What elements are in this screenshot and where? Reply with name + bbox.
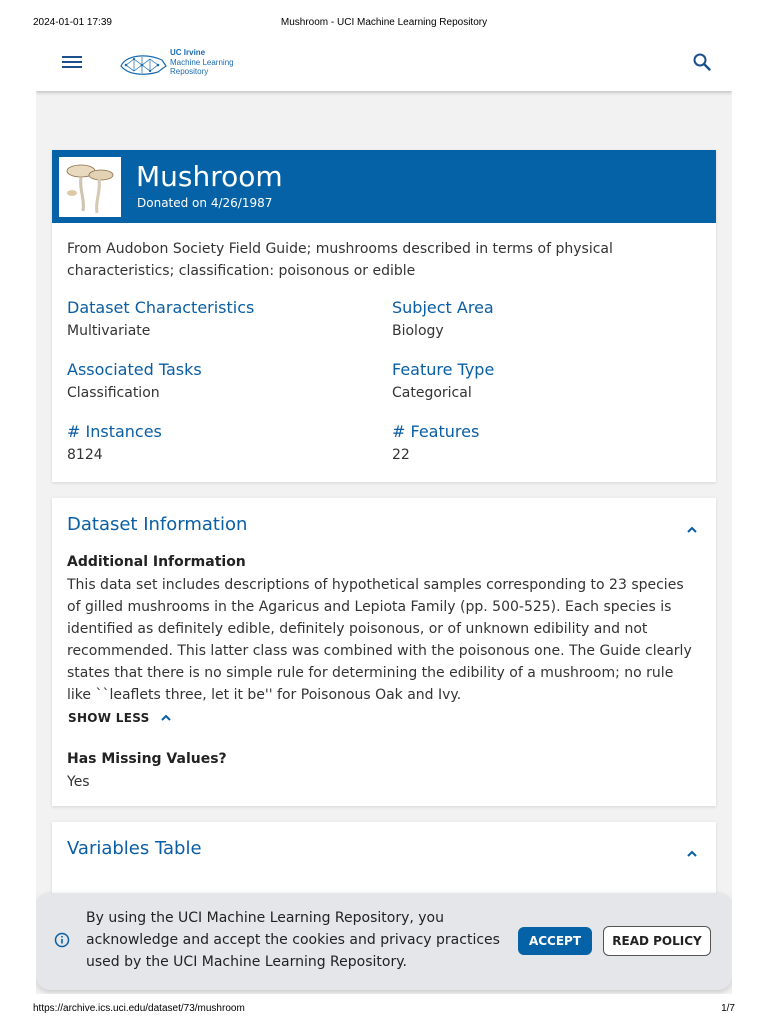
- show-less-button[interactable]: [68, 711, 172, 725]
- variables-table-title[interactable]: Variables Table: [67, 838, 202, 859]
- logo-line-2: Machine Learning: [170, 57, 234, 67]
- collapse-chevron-up-icon[interactable]: [685, 844, 699, 854]
- logo-line-3: Repository: [170, 67, 209, 76]
- print-datetime: 2024-01-01 17:39: [33, 17, 112, 28]
- dataset-header-band: [52, 150, 716, 223]
- app-viewport: [36, 34, 732, 994]
- search-icon[interactable]: [692, 52, 712, 72]
- dataset-summary-card: [52, 150, 716, 482]
- print-footer: [0, 994, 768, 1024]
- dataset-information-card: [52, 498, 716, 806]
- cookie-consent-banner: [36, 893, 732, 990]
- uci-logo[interactable]: [118, 48, 248, 80]
- instances-value: 8124: [67, 447, 103, 463]
- cookie-message: By using the UCI Machine Learning Repository, you acknowledge and accept the cookies and privacy practices used by the UCI Machine Learning Repository.: [86, 910, 500, 970]
- feature-type-label: Feature Type: [392, 360, 495, 379]
- collapse-chevron-up-icon[interactable]: [685, 520, 699, 530]
- print-page-title: Mushroom - UCI Machine Learning Repository: [280, 17, 488, 28]
- associated-tasks-value: Classification: [67, 385, 160, 401]
- show-less-label: SHOW LESS: [68, 711, 150, 725]
- subject-area-value: Biology: [392, 323, 444, 339]
- missing-values-value: Yes: [67, 774, 90, 790]
- chevron-up-icon: [160, 713, 172, 723]
- logo-line-1: UC Irvine: [170, 48, 206, 57]
- top-navbar: [36, 34, 732, 91]
- donated-date: Donated on 4/26/1987: [137, 196, 273, 210]
- feature-type-value: Categorical: [392, 385, 472, 401]
- info-icon: [54, 932, 70, 948]
- instances-label: # Instances: [67, 422, 162, 441]
- features-label: # Features: [392, 422, 480, 441]
- read-policy-button[interactable]: READ POLICY: [603, 926, 711, 956]
- features-value: 22: [392, 447, 410, 463]
- associated-tasks-label: Associated Tasks: [67, 360, 202, 379]
- missing-values-heading: Has Missing Values?: [67, 751, 227, 767]
- dataset-title: Mushroom: [136, 160, 283, 193]
- subject-area-label: Subject Area: [392, 298, 494, 317]
- print-url: https://archive.ics.uci.edu/dataset/73/mushroom: [33, 1003, 245, 1014]
- print-page-number: 1/7: [721, 1003, 735, 1014]
- network-logo-icon: [118, 52, 168, 78]
- accept-button[interactable]: ACCEPT: [518, 927, 592, 955]
- characteristics-value: Multivariate: [67, 323, 151, 339]
- additional-information-heading: Additional Information: [67, 554, 246, 570]
- additional-information-text: This data set includes descriptions of hypothetical samples corresponding to 23 species of gilled mushrooms in the Agaricus and Lepiota Family (pp. 500-525). Each species is identified as definitely edible, definitely poisonous, or of unknown edibility and not recommended. This latter class was combined with the poisonous one. The Guide clearly states that there is no simple rule for determining the edibility of a mushroom; no rule like ``leaflets three, let it be'' for Poisonous Oak and Ivy.: [67, 577, 692, 703]
- characteristics-label: Dataset Characteristics: [67, 298, 255, 317]
- dataset-information-title[interactable]: Dataset Information: [67, 514, 248, 535]
- mushroom-thumbnail: [59, 157, 121, 217]
- dataset-description: From Audobon Society Field Guide; mushrooms described in terms of physical characteristics; classification: poisonous or edible: [67, 241, 613, 279]
- logo-wordmark: [170, 48, 234, 77]
- hamburger-icon[interactable]: [62, 54, 82, 70]
